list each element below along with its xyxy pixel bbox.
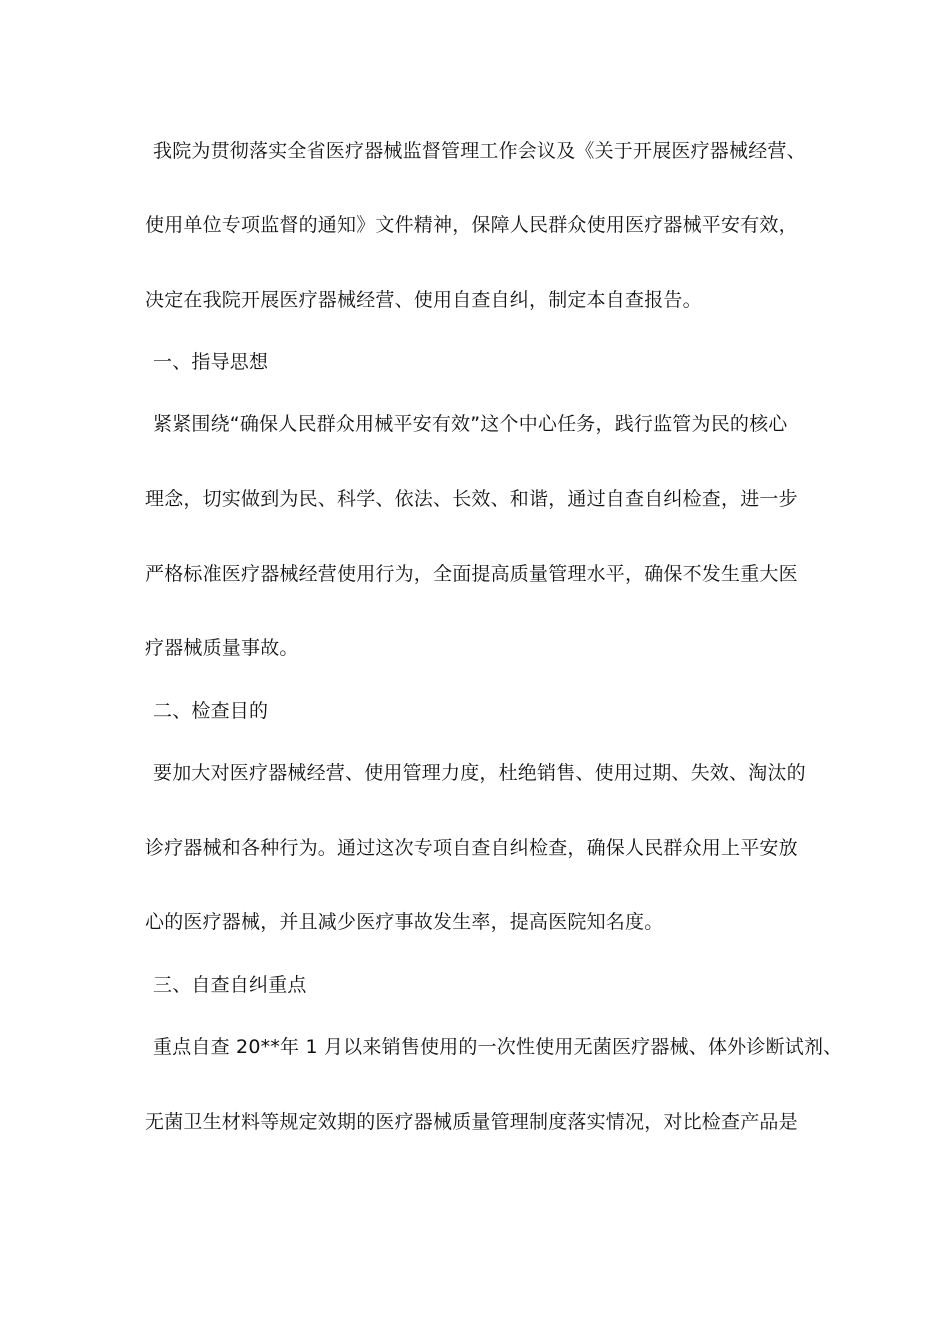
paragraph-intro-line-1: 我院为贯彻落实全省医疗器械监督管理工作会议及《关于开展医疗器械经营、	[153, 140, 806, 162]
paragraph-intro-line-3: 决定在我院开展医疗器械经营、使用自查自纠，制定本自查报告。	[145, 289, 702, 311]
paragraph-intro-line-2: 使用单位专项监督的通知》文件精神，保障人民群众使用医疗器械平安有效，	[145, 214, 798, 236]
paragraph-focus-line-1: 重点自查 20**年 1 月以来销售使用的一次性使用无菌医疗器械、体外诊断试剂、	[153, 1036, 843, 1058]
paragraph-focus-line-2: 无菌卫生材料等规定效期的医疗器械质量管理制度落实情况，对比检查产品是	[145, 1111, 798, 1133]
paragraph-guiding-line-3: 严格标准医疗器械经营使用行为，全面提高质量管理水平，确保不发生重大医	[145, 563, 798, 585]
section-heading-inspection-purpose: 二、检查目的	[153, 700, 269, 722]
paragraph-purpose-line-3: 心的医疗器械，并且减少医疗事故发生率，提高医院知名度。	[145, 911, 664, 933]
paragraph-guiding-line-1: 紧紧围绕“确保人民群众用械平安有效”这个中心任务，践行监管为民的核心	[153, 413, 788, 435]
paragraph-guiding-line-4: 疗器械质量事故。	[145, 637, 299, 659]
paragraph-purpose-line-1: 要加大对医疗器械经营、使用管理力度，杜绝销售、使用过期、失效、淘汰的	[153, 762, 806, 784]
paragraph-purpose-line-2: 诊疗器械和各种行为。通过这次专项自查自纠检查，确保人民群众用上平安放	[145, 837, 798, 859]
paragraph-guiding-line-2: 理念，切实做到为民、科学、依法、长效、和谐，通过自查自纠检查，进一步	[145, 488, 798, 510]
section-heading-guiding-thought: 一、指导思想	[153, 351, 269, 373]
section-heading-self-check-focus: 三、自查自纠重点	[153, 974, 307, 996]
